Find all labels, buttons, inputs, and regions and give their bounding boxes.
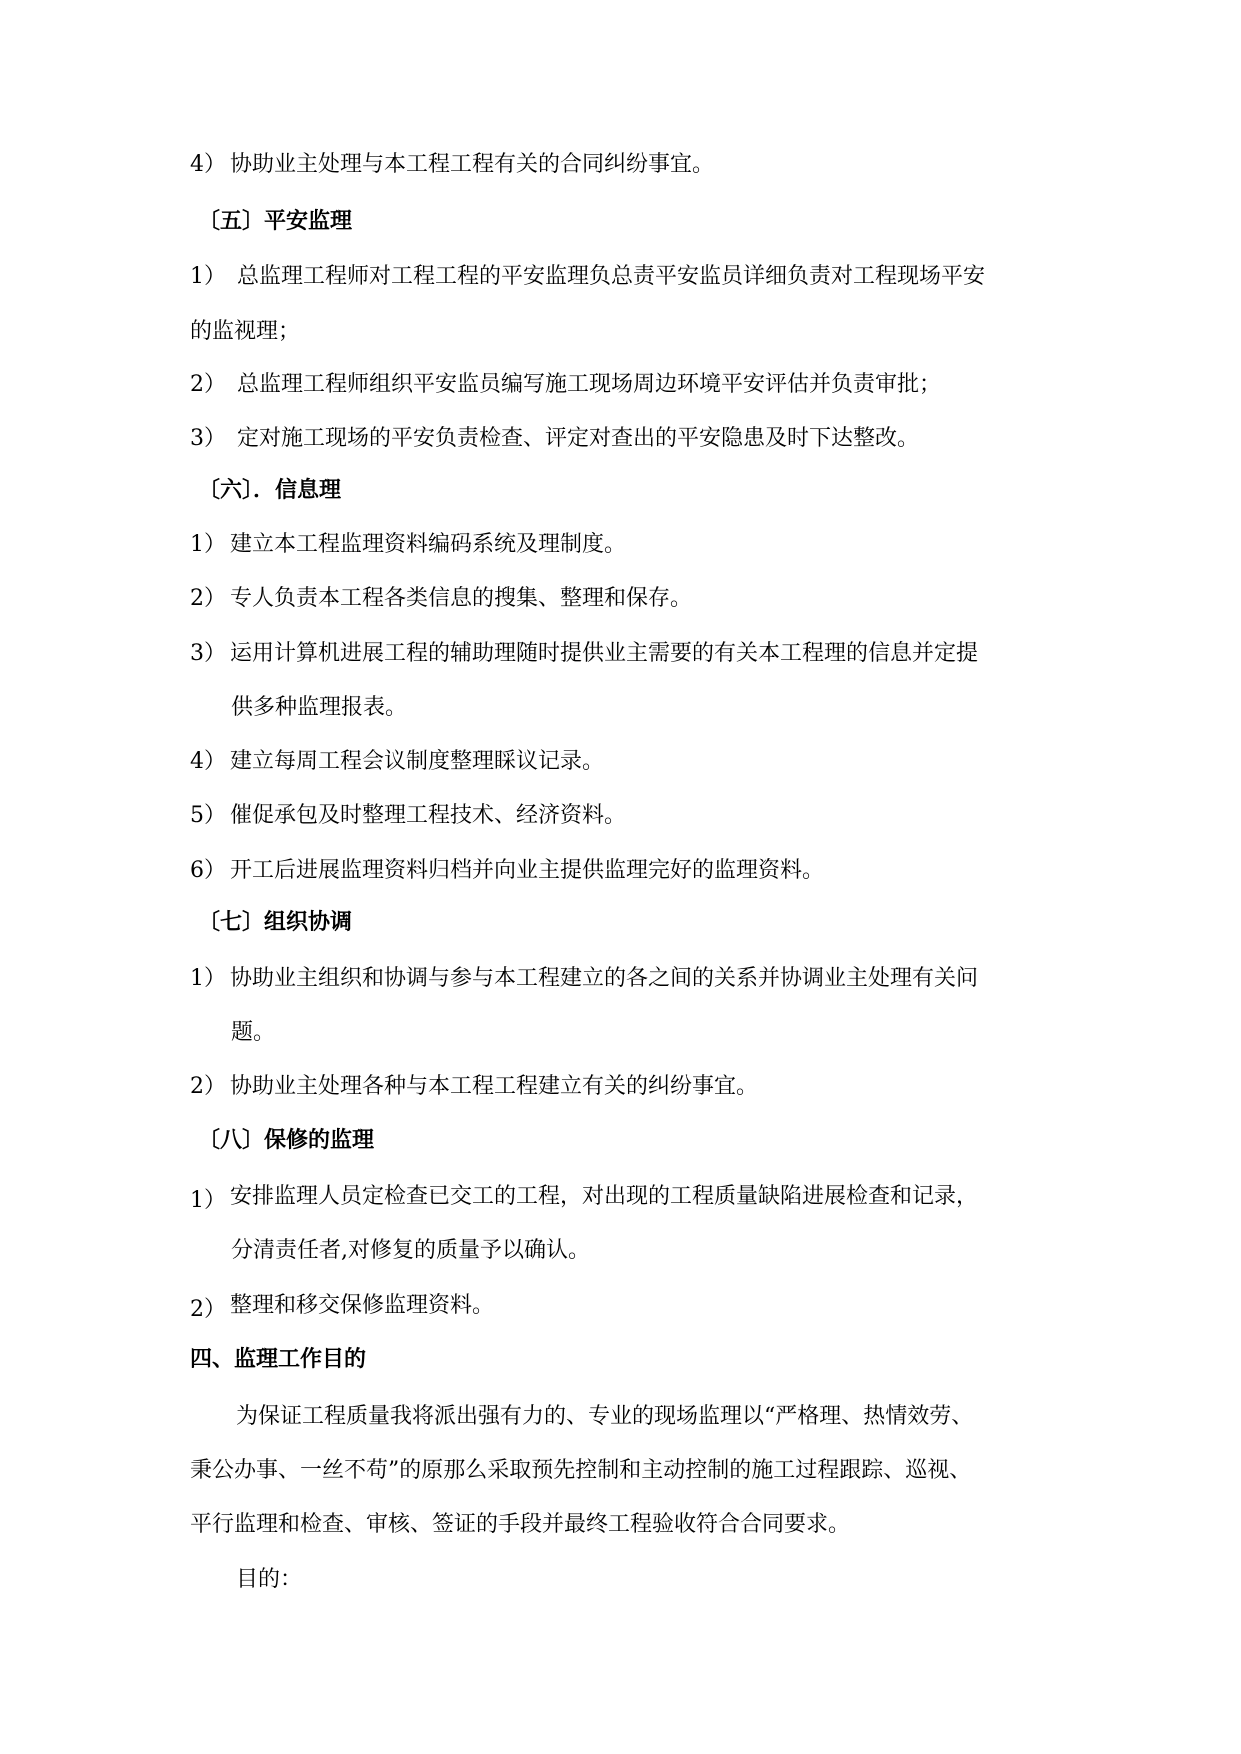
item-number: 4） — [190, 749, 226, 774]
item-continuation: 供多种监理报表。 — [231, 695, 408, 720]
item-number: 3） — [190, 641, 226, 666]
item-text: 协助业主组织和协调与参与本工程建立的各之间的关系并协调业主处理有关问 — [230, 966, 979, 991]
part-heading-4: 四、监理工作目的 — [190, 1347, 367, 1372]
item-text: 催促承包及时整理工程技术、经济资料。 — [230, 803, 627, 828]
section-heading-6: 〔六〕．信息理 — [198, 478, 342, 503]
item-text: 总监理工程师对工程工程的平安监理负总责平安监员详细负责对工程现场平安 — [237, 264, 986, 289]
item-number: 1） — [190, 1188, 226, 1213]
section-heading-7: 〔七〕组织协调 — [198, 910, 353, 935]
item-continuation: 题。 — [231, 1020, 276, 1045]
section-heading-5: 〔五〕平安监理 — [198, 209, 353, 234]
item-text: 定对施工现场的平安负责检查、评定对查出的平安隐患及时下达整改。 — [237, 426, 920, 451]
item-text: 建立每周工程会议制度整理睬议记录。 — [230, 749, 605, 774]
paragraph-line: 秉公办事、一丝不苟”的原那么采取预先控制和主动控制的施工过程跟踪、巡视、 — [190, 1458, 972, 1483]
item-number: 5） — [190, 803, 226, 828]
section-heading-8: 〔八〕保修的监理 — [198, 1128, 375, 1153]
item-number: 1） — [190, 532, 226, 557]
item-text: 运用计算机进展工程的辅助理随时提供业主需要的有关本工程理的信息并定提 — [230, 641, 979, 666]
item-number: 1） — [190, 264, 226, 289]
paragraph-line: 平行监理和检查、审核、签证的手段并最终工程验收符合合同要求。 — [190, 1512, 851, 1537]
item-text: 专人负责本工程各类信息的搜集、整理和保存。 — [230, 586, 693, 611]
item-continuation: 分清责任者,对修复的质量予以确认。 — [231, 1238, 590, 1263]
item-text: 总监理工程师组织平安监员编写施工现场周边环境平安评估并负责审批； — [237, 372, 942, 397]
goal-label: 目的： — [236, 1567, 303, 1592]
item-number: 6） — [190, 858, 226, 883]
item-number: 1） — [190, 966, 226, 991]
item-number: 3） — [190, 426, 226, 451]
paragraph-line: 为保证工程质量我将派出强有力的、专业的现场监理以“严格理、热情效劳、 — [236, 1404, 974, 1429]
item-number: 4） — [190, 152, 226, 177]
item-text: 协助业主处理各种与本工程工程建立有关的纠纷事宜。 — [230, 1074, 759, 1099]
item-text: 建立本工程监理资料编码系统及理制度。 — [230, 532, 627, 557]
item-number: 2） — [190, 1297, 226, 1322]
item-text: 安排监理人员定检查已交工的工程，对出现的工程质量缺陷进展检查和记录， — [230, 1184, 979, 1209]
item-number: 2） — [190, 372, 226, 397]
item-continuation: 的监视理； — [190, 319, 301, 344]
item-text: 协助业主处理与本工程工程有关的合同纠纷事宜。 — [230, 152, 715, 177]
item-number: 2） — [190, 1074, 226, 1099]
item-text: 开工后进展监理资料归档并向业主提供监理完好的监理资料。 — [230, 858, 825, 883]
item-number: 2） — [190, 586, 226, 611]
item-text: 整理和移交保修监理资料。 — [230, 1293, 495, 1318]
